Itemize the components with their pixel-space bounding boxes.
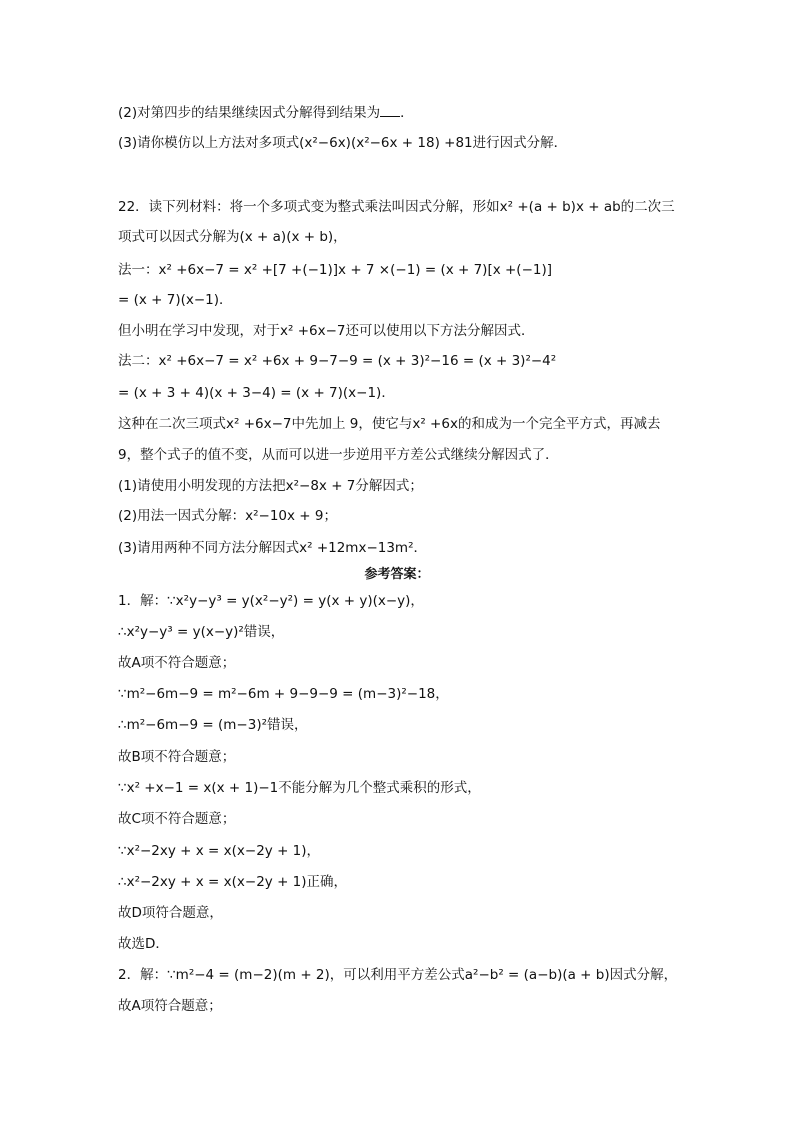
answer-1-line-9: ∵x²−2xy + x = x(x−2y + 1)， xyxy=(118,843,321,859)
question-22-part-3: (3)请用两种不同方法分解因式x² +12mx−13m²． xyxy=(118,540,427,556)
method-two-result: = (x + 3 + 4)(x + 3−4) = (x + 7)(x−1)． xyxy=(118,385,395,401)
method-two: 法二：x² +6x−7 = x² +6x + 9−7−9 = (x + 3)²−16 = (x + 3)²−4² xyxy=(118,353,557,369)
answer-1-line-4: ∵m²−6m−9 = m²−6m + 9−9−9 = (m−3)²−18， xyxy=(118,686,449,702)
question-22-intro-cont: 项式可以因式分解为(x + a)(x + b)， xyxy=(118,229,347,245)
question-21-part-2 xyxy=(118,104,414,122)
answer-1-line-7: ∵x² +x−1 = x(x + 1)−1不能分解为几个整式乘积的形式， xyxy=(118,780,481,796)
answer-1-line-8: 故C项不符合题意； xyxy=(118,811,236,827)
question-21-part-2-end: ． xyxy=(400,105,414,121)
answer-1-line-5: ∴m²−6m−9 = (m−3)²错误， xyxy=(118,717,308,733)
answer-1-line-12: 故选D． xyxy=(118,936,169,952)
xiaoming-discovery: 但小明在学习中发现，对于x² +6x−7还可以使用以下方法分解因式． xyxy=(118,323,535,339)
question-21-part-3: (3)请你模仿以上方法对多项式(x²−6x)(x²−6x + 18) +81进行因式分解． xyxy=(118,135,568,151)
answer-1-line-1: 1．解：∵x²y−y³ = y(x²−y²) = y(x + y)(x−y)， xyxy=(118,593,424,609)
method-one-result: = (x + 7)(x−1)． xyxy=(118,292,233,308)
answer-2-line-1: 2．解：∵m²−4 = (m−2)(m + 2)，可以利用平方差公式a²−b² = (a−b)(a + b)因式分解， xyxy=(118,967,678,983)
question-22-intro: 22．读下列材料：将一个多项式变为整式乘法叫因式分解，形如x² +(a + b)x + ab的二次三 xyxy=(118,199,675,215)
question-22-part-2: (2)用法一因式分解：x²−10x + 9； xyxy=(118,508,337,524)
answer-blank xyxy=(380,104,400,117)
explanation-cont: 9，整个式子的值不变，从而可以进一步逆用平方差公式继续分解因式了． xyxy=(118,447,559,463)
answer-1-line-3: 故A项不符合题意； xyxy=(118,655,236,671)
method-one: 法一：x² +6x−7 = x² +[7 +(−1)]x + 7 ×(−1) = (x + 7)[x +(−1)] xyxy=(118,262,553,278)
answer-1-line-2: ∴x²y−y³ = y(x−y)²错误， xyxy=(118,624,285,640)
answer-2-line-2: 故A项符合题意； xyxy=(118,998,222,1014)
question-22-part-1: (1)请使用小明发现的方法把x²−8x + 7分解因式； xyxy=(118,478,423,494)
answer-1-line-6: 故B项不符合题意； xyxy=(118,749,236,765)
answer-1-line-10: ∴x²−2xy + x = x(x−2y + 1)正确， xyxy=(118,874,348,890)
question-21-part-2-text: (2)对第四步的结果继续因式分解得到结果为 xyxy=(118,105,381,121)
answer-1-line-11: 故D项符合题意， xyxy=(118,905,223,921)
explanation: 这种在二次三项式x² +6x−7中先加上 9，使它与x² +6x的和成为一个完全平方式，再减去 xyxy=(118,416,661,432)
answer-title: 参考答案： xyxy=(364,567,430,582)
